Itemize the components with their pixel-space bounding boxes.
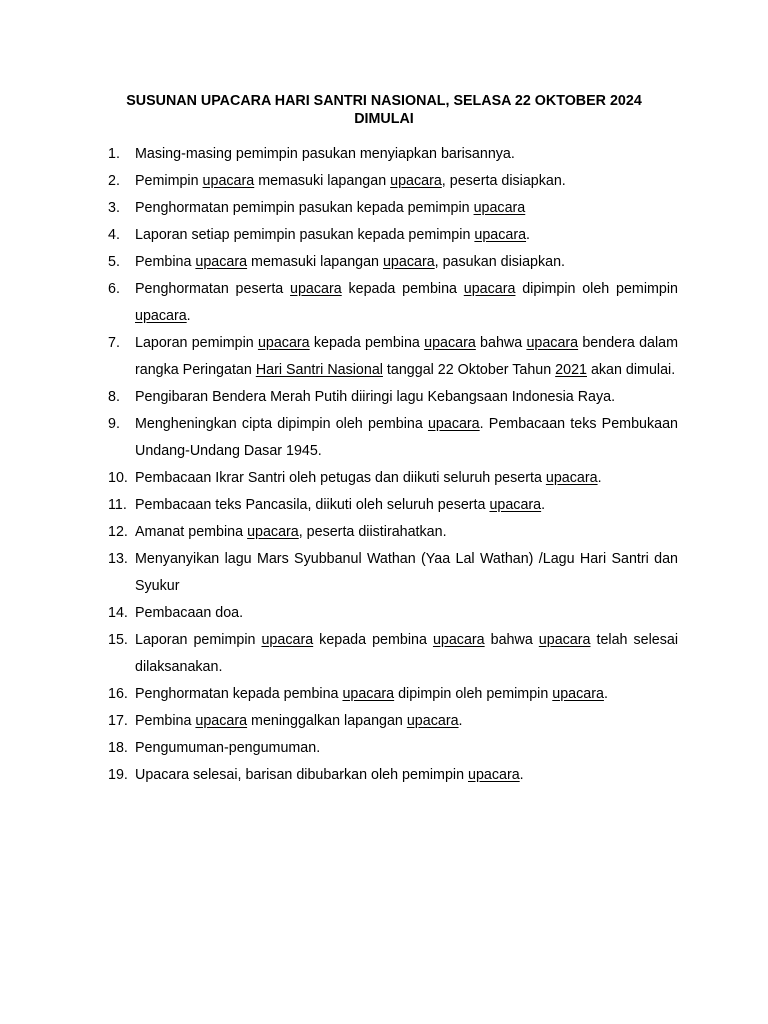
list-item-text: Penghormatan pemimpin pasukan kepada pemimpin upacara bbox=[135, 200, 526, 216]
underlined-term: upacara bbox=[406, 713, 459, 729]
underlined-term: upacara bbox=[342, 686, 395, 702]
list-item-text: Menyanyikan lagu Mars Syubbanul Wathan (Yaa Lal Wathan) /Lagu Hari Santri dan Syukur bbox=[135, 551, 678, 594]
list-item-text: Laporan pemimpin upacara kepada pembina upacara bahwa upacara bendera dalam rangka Peringatan Hari Santri Nasional tanggal 22 Oktober Tahun 2021 akan dimulai. bbox=[135, 335, 679, 378]
underlined-term: upacara bbox=[195, 713, 248, 729]
underlined-term: upacara bbox=[257, 335, 310, 351]
underlined-term: upacara bbox=[427, 416, 480, 432]
list-item-number: 7. bbox=[108, 335, 120, 351]
list-item-text: Penghormatan peserta upacara kepada pembina upacara dipimpin oleh pemimpin upacara. bbox=[135, 281, 679, 324]
list-item bbox=[108, 492, 678, 519]
list-item bbox=[108, 168, 678, 195]
list-item-text: Laporan pemimpin upacara kepada pembina upacara bahwa upacara telah selesai dilaksanakan. bbox=[135, 632, 679, 675]
underlined-term: Hari Santri Nasional bbox=[255, 362, 383, 378]
document-title: SUSUNAN UPACARA HARI SANTRI NASIONAL, SELASA 22 OKTOBER 2024 DIMULAI bbox=[126, 93, 642, 127]
underlined-term: upacara bbox=[489, 497, 542, 513]
list-item-number: 14. bbox=[108, 605, 128, 621]
list-item-number: 8. bbox=[108, 389, 120, 405]
list-item-number: 16. bbox=[108, 686, 128, 702]
ceremony-steps-list bbox=[108, 141, 678, 789]
underlined-term: upacara bbox=[290, 281, 342, 297]
list-item-text: Pembina upacara meninggalkan lapangan upacara. bbox=[135, 713, 463, 729]
list-item-text: Amanat pembina upacara, peserta diistirahatkan. bbox=[135, 524, 447, 540]
list-item bbox=[108, 276, 678, 330]
underlined-term: upacara bbox=[538, 632, 591, 648]
underlined-term: upacara bbox=[474, 227, 527, 243]
list-item bbox=[108, 465, 678, 492]
list-item-number: 2. bbox=[108, 173, 120, 189]
list-item-text: Upacara selesai, barisan dibubarkan oleh pemimpin upacara. bbox=[135, 767, 524, 783]
underlined-term: upacara bbox=[135, 308, 187, 324]
list-item bbox=[108, 681, 678, 708]
list-item-text: Pembacaan Ikrar Santri oleh petugas dan diikuti seluruh peserta upacara. bbox=[135, 470, 602, 486]
underlined-term: upacara bbox=[432, 632, 485, 648]
list-item-text: Masing-masing pemimpin pasukan menyiapkan barisannya. bbox=[135, 146, 515, 162]
list-item-text: Penghormatan kepada pembina upacara dipimpin oleh pemimpin upacara. bbox=[135, 686, 608, 702]
list-item-text: Pembacaan teks Pancasila, diikuti oleh seluruh peserta upacara. bbox=[135, 497, 546, 513]
list-item-number: 18. bbox=[108, 740, 128, 756]
underlined-term: upacara bbox=[545, 470, 598, 486]
underlined-term: upacara bbox=[468, 767, 520, 783]
list-item-number: 11. bbox=[108, 497, 127, 513]
list-item bbox=[108, 384, 678, 411]
list-item-number: 1. bbox=[108, 146, 120, 162]
list-item-text: Pengibaran Bendera Merah Putih diiringi lagu Kebangsaan Indonesia Raya. bbox=[135, 389, 616, 405]
list-item-text: Mengheningkan cipta dipimpin oleh pembina upacara. Pembacaan teks Pembukaan Undang-Undang Dasar 1945. bbox=[135, 416, 678, 459]
list-item-number: 12. bbox=[108, 524, 128, 540]
underlined-term: upacara bbox=[552, 686, 604, 702]
underlined-term: upacara bbox=[382, 254, 435, 270]
list-item-text: Pembina upacara memasuki lapangan upacara, pasukan disiapkan. bbox=[135, 254, 566, 270]
list-item-text: Pembacaan doa. bbox=[135, 605, 244, 621]
list-item bbox=[108, 762, 678, 789]
list-item bbox=[108, 546, 678, 600]
list-item-number: 17. bbox=[108, 713, 128, 729]
list-item bbox=[108, 519, 678, 546]
list-item bbox=[108, 735, 678, 762]
underlined-term: upacara bbox=[473, 200, 526, 216]
underlined-term: upacara bbox=[463, 281, 516, 297]
list-item bbox=[108, 708, 678, 735]
list-item bbox=[108, 600, 678, 627]
list-item bbox=[108, 195, 678, 222]
list-item-number: 10. bbox=[108, 470, 128, 486]
list-item-number: 5. bbox=[108, 254, 120, 270]
list-item-number: 6. bbox=[108, 281, 120, 297]
underlined-term: upacara bbox=[424, 335, 476, 351]
list-item bbox=[108, 141, 678, 168]
list-item bbox=[108, 222, 678, 249]
list-item-number: 9. bbox=[108, 416, 120, 432]
list-item bbox=[108, 627, 678, 681]
list-item-number: 3. bbox=[108, 200, 120, 216]
underlined-term: 2021 bbox=[555, 362, 587, 378]
list-item-text: Laporan setiap pemimpin pasukan kepada pemimpin upacara. bbox=[135, 227, 531, 243]
list-item-text: Pemimpin upacara memasuki lapangan upacara, peserta disiapkan. bbox=[135, 173, 566, 189]
underlined-term: upacara bbox=[202, 173, 255, 189]
underlined-term: upacara bbox=[390, 173, 442, 189]
list-item bbox=[108, 249, 678, 276]
underlined-term: upacara bbox=[247, 524, 299, 540]
list-item bbox=[108, 330, 678, 384]
list-item bbox=[108, 411, 678, 465]
list-item-number: 15. bbox=[108, 632, 128, 648]
underlined-term: upacara bbox=[195, 254, 248, 270]
underlined-term: upacara bbox=[526, 335, 579, 351]
list-item-text: Pengumuman-pengumuman. bbox=[135, 740, 321, 756]
list-item-number: 4. bbox=[108, 227, 120, 243]
underlined-term: upacara bbox=[261, 632, 314, 648]
list-item-number: 19. bbox=[108, 767, 128, 783]
list-item-number: 13. bbox=[108, 551, 128, 567]
